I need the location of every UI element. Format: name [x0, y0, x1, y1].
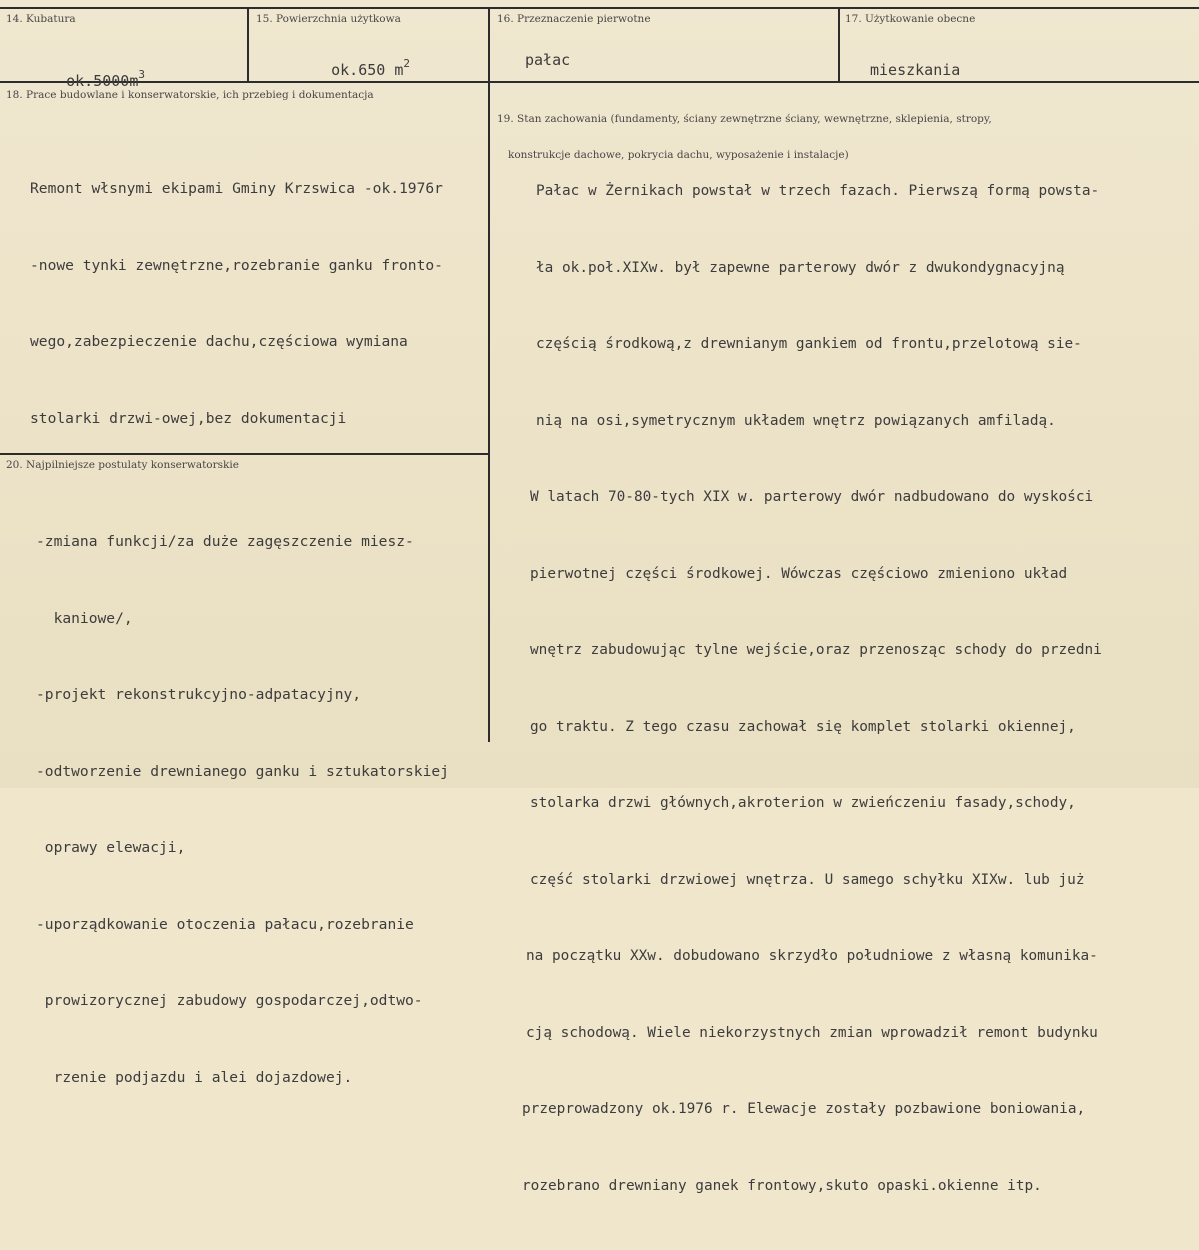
area-value: ok.650 m — [331, 61, 404, 79]
text-line: -uporządkowanie otoczenia pałacu,rozebranie — [36, 915, 414, 933]
text-line: wego,zabezpieczenie dachu,częściowa wymiana — [30, 333, 408, 350]
text-line: -zmiana funkcji/za duże zagęszczenie miesz- — [36, 533, 414, 550]
text-line: Remont włsnymi ekipami Gminy Krzswica -ok.1976r — [30, 180, 443, 197]
label-line: konstrukcje dachowe, pokrycia dachu, wyposażenie i instalacje) — [508, 149, 849, 161]
field-18-text — [30, 125, 443, 482]
text-line: rozebrano drewniany ganek frontowy,skuto opaski.okienne itp. — [522, 1177, 1042, 1194]
text-line: -nowe tynki zewnętrzne,rozebranie ganku fronto- — [30, 256, 443, 274]
text-line: przeprowadzony ok.1976 r. Elewacje zostały pozbawione boniowania, — [522, 1101, 1086, 1117]
text-line: stolarka drzwi głównych,akroterion w zwieńczeniu fasady,schody, — [530, 795, 1076, 811]
text-line: W latach 70-80-tych XIX w. parterowy dwór nadbudowano do wyskości — [530, 489, 1094, 505]
text-line: stolarki drzwi-owej,bez dokumentacji — [30, 409, 347, 427]
text-line: nią na osi,symetrycznym układem wnętrz powiązanych amfiladą. — [536, 412, 1056, 429]
text-line: ła ok.poł.XIXw. był zapewne parterowy dwór z dwukondygnacyjną — [536, 259, 1065, 276]
field-20-text — [36, 478, 449, 1141]
field-14-label: 14. Kubatura — [6, 13, 76, 25]
text-line: go traktu. Z tego czasu zachował się komplet stolarki okiennej, — [530, 718, 1076, 735]
text-line: cją schodową. Wiele niekorzystnych zmian wprowadził remont budynku — [526, 1024, 1098, 1041]
text-line: częścią środkową,z drewnianym gankiem od frontu,przelotową sie- — [536, 336, 1082, 352]
text-line: na początku XXw. dobudowano skrzydło południowe z własną komunika- — [526, 948, 1098, 964]
text-line: wnętrz zabudowując tylne wejście,oraz przenosząc schody do przedni — [530, 642, 1102, 658]
label-line: 19. Stan zachowania (fundamenty, ściany zewnętrzne ściany, wewnętrzne, sklepienia, stropy, — [497, 113, 992, 125]
col-divider-1 — [247, 7, 249, 83]
field-16-label: 16. Przeznaczenie pierwotne — [497, 13, 651, 25]
field-20-label: 20. Najpilniejsze postulaty konserwatorskie — [6, 459, 239, 471]
field-18-label: 18. Prace budowlane i konserwatorskie, ich przebieg i dokumentacja — [6, 89, 374, 101]
text-line: część stolarki drzwiowej wnętrza. U samego schyłku XIXw. lub już — [530, 871, 1085, 888]
top-border-rule — [0, 7, 1199, 9]
field-15-label: 15. Powierzchnia użytkowa — [256, 13, 401, 25]
row-divider-rule — [0, 81, 1199, 83]
text-line: Pałac w Żernikach powstał w trzech fazach. Pierwszą formą powsta- — [536, 183, 1100, 199]
text-line: rzenie podjazdu i alei dojazdowej. — [36, 1068, 353, 1086]
field-19-text — [522, 128, 1102, 1250]
text-line: oprawy elewacji, — [36, 839, 186, 856]
col-divider-main — [488, 7, 490, 742]
volume-value: ok.5000m — [66, 72, 139, 90]
text-line: pierwotnej części środkowej. Wówczas częściowo zmieniono układ — [530, 565, 1068, 582]
col-divider-3 — [838, 7, 840, 83]
text-line: prowizorycznej zabudowy gospodarczej,odtwo- — [36, 992, 423, 1009]
field-17-value: mieszkania — [870, 61, 961, 79]
field-16-value: pałac — [525, 51, 571, 69]
volume-unit-exponent: 3 — [138, 68, 145, 81]
field-17-label: 17. Użytkowanie obecne — [845, 13, 976, 25]
area-unit-exponent: 2 — [403, 57, 410, 70]
text-line: -projekt rekonstrukcyjno-adpatacyjny, — [36, 686, 362, 703]
text-line: kaniowe/, — [36, 609, 133, 627]
text-line: -odtworzenie drewnianego ganku i sztukatorskiej — [36, 762, 449, 780]
